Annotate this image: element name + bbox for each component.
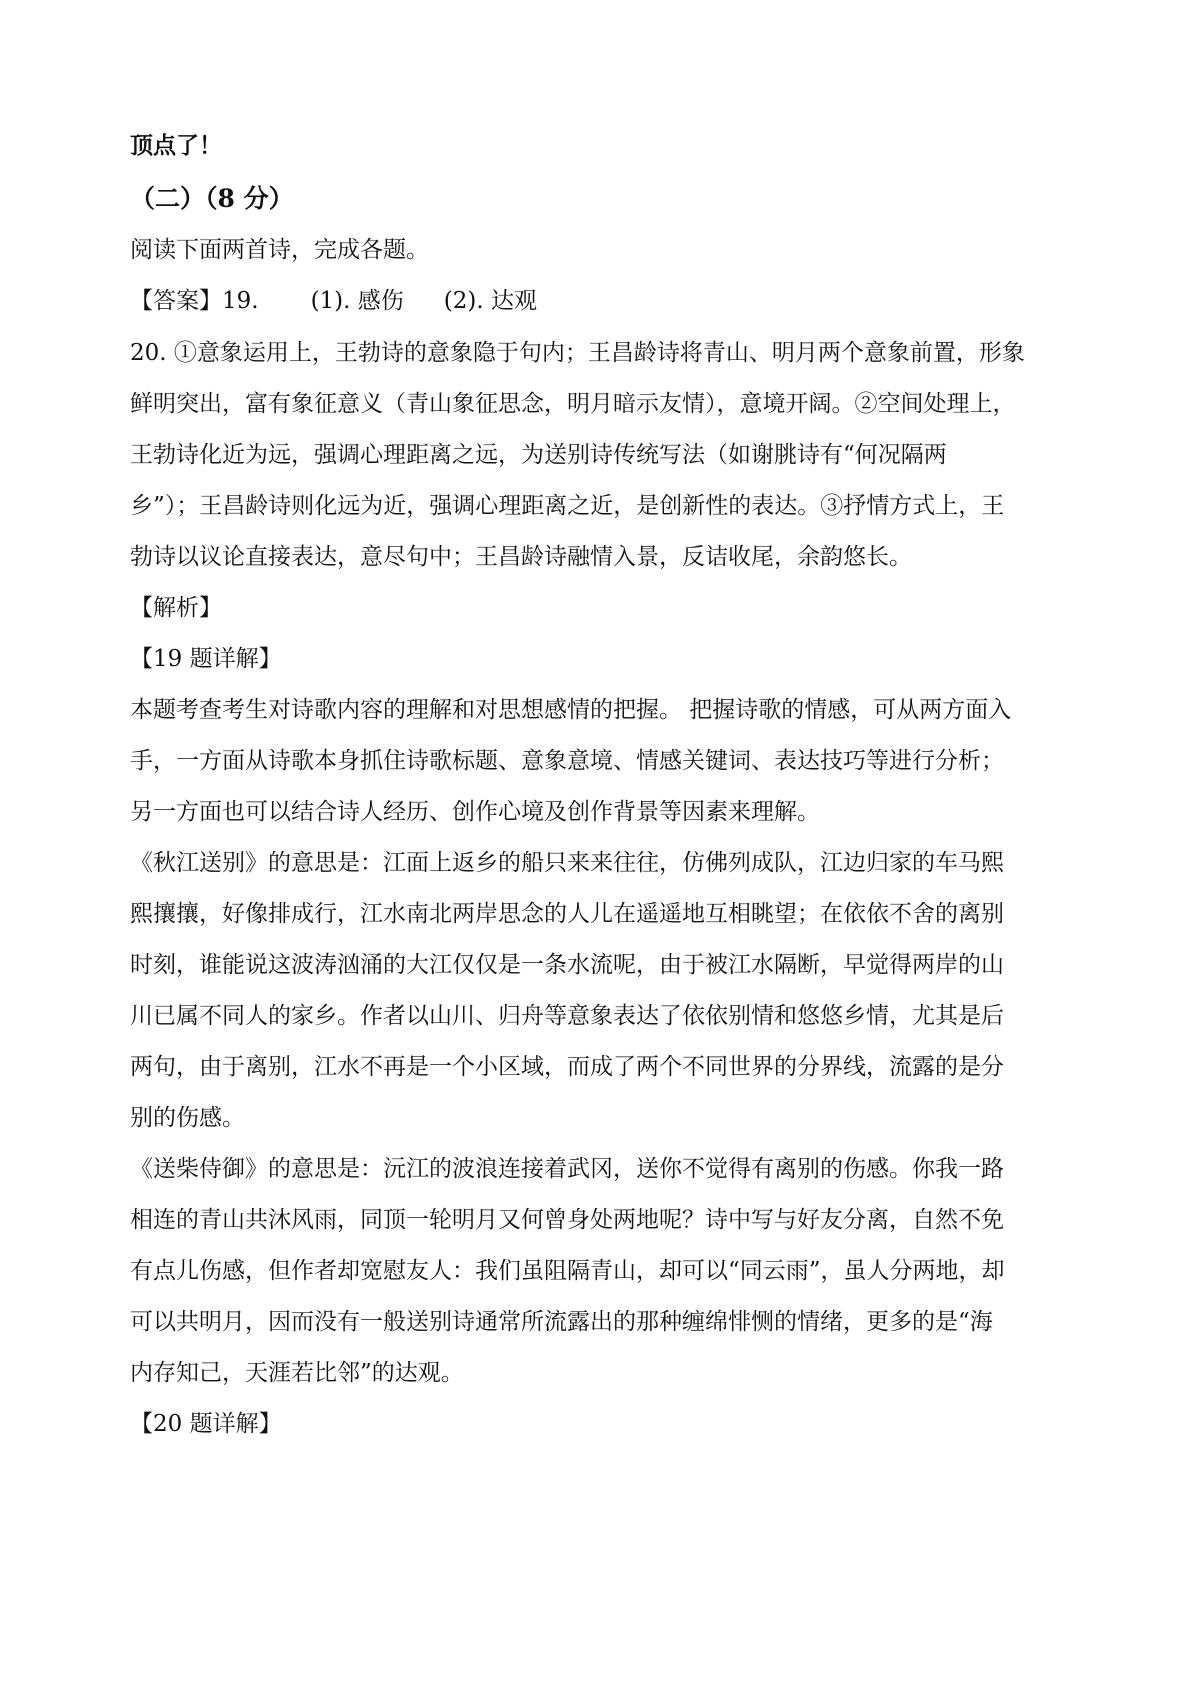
- answer-item-1: (1). 感伤: [310, 288, 404, 314]
- text-line: 阅读下面两首诗，完成各题。: [130, 237, 429, 263]
- text-line: 另一方面也可以结合诗人经历、创作心境及创作背景等因素来理解。: [130, 799, 820, 825]
- text-line: 20. ①意象运用上，王勃诗的意象隐于句内；王昌龄诗将青山、明月两个意象前置，形象: [130, 340, 1025, 366]
- section-label-analysis: 【解析】: [130, 595, 222, 621]
- text-line: 王勃诗化近为远，强调心理距离之远，为送别诗传统写法（如谢朓诗有“何况隔两: [130, 442, 947, 468]
- text-line: 《秋江送别》的意思是：江面上返乡的船只来来往往，仿佛列成队，江边归家的车马熙: [130, 850, 1004, 876]
- text-line: 有点儿伤感，但作者却宽慰友人：我们虽阻隔青山，却可以“同云雨”，虽人分两地，却: [130, 1258, 1005, 1284]
- section-label-q19: 【19 题详解】: [130, 646, 282, 672]
- answer-label: 【答案】19.: [130, 288, 259, 314]
- text-line: 两句，由于离别，江水不再是一个小区域，而成了两个不同世界的分界线，流露的是分: [130, 1054, 1004, 1080]
- text-line: 相连的青山共沐风雨，同顶一轮明月又何曾身处两地呢？诗中写与好友分离，自然不免: [130, 1207, 1004, 1233]
- answer-line: [130, 286, 537, 316]
- text-line: 内存知己，天涯若比邻”的达观。: [130, 1360, 464, 1386]
- text-line: 熙攘攘，好像排成行，江水南北两岸思念的人儿在遥遥地互相眺望；在依依不舍的离别: [130, 901, 1004, 927]
- text-line: 顶点了！: [130, 132, 222, 159]
- text-line: 勃诗以议论直接表达，意尽句中；王昌龄诗融情入景，反诘收尾，余韵悠长。: [130, 544, 912, 570]
- text-line: 别的伤感。: [130, 1105, 245, 1131]
- text-line: 川已属不同人的家乡。作者以山川、归舟等意象表达了依依别情和悠悠乡情，尤其是后: [130, 1003, 1004, 1029]
- answer-item-2: (2). 达观: [443, 288, 537, 314]
- text-line: 可以共明月，因而没有一般送别诗通常所流露出的那种缠绵悱恻的情绪，更多的是“海: [130, 1309, 993, 1335]
- section-label-q20: 【20 题详解】: [130, 1411, 282, 1437]
- text-line: 《送柴侍御》的意思是：沅江的波浪连接着武冈，送你不觉得有离别的伤感。你我一路: [130, 1156, 1004, 1182]
- text-line: 时刻，谁能说这波涛汹涌的大江仅仅是一条水流呢，由于被江水隔断，早觉得两岸的山: [130, 952, 1004, 978]
- text-line: 手，一方面从诗歌本身抓住诗歌标题、意象意境、情感关键词、表达技巧等进行分析；: [130, 748, 1004, 774]
- text-line: 本题考查考生对诗歌内容的理解和对思想感情的把握。 把握诗歌的情感，可从两方面入: [130, 697, 1012, 723]
- section-heading: （二）（8 分）: [130, 184, 294, 213]
- text-line: 鲜明突出，富有象征意义（青山象征思念，明月暗示友情），意境开阔。②空间处理上，: [130, 391, 1016, 417]
- text-line: 乡”）；王昌龄诗则化远为近，强调心理距离之近，是创新性的表达。③抒情方式上，王: [130, 493, 1005, 519]
